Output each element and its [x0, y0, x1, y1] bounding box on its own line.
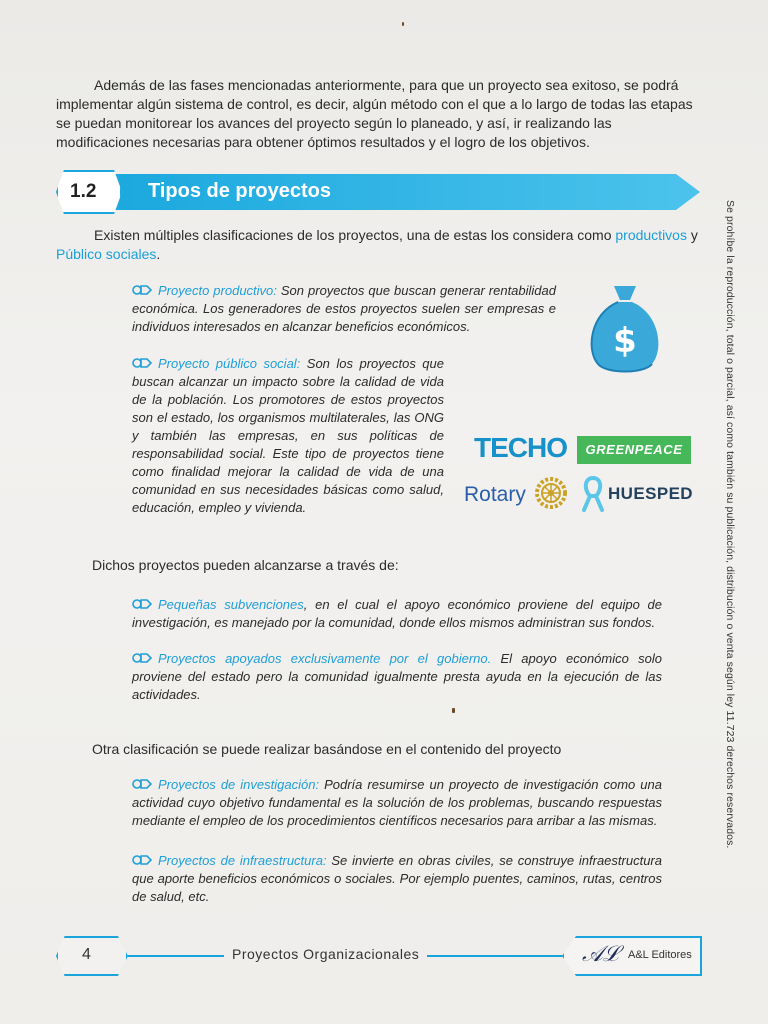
paper-speck [452, 708, 455, 713]
item-term: Proyecto público social: [158, 356, 301, 371]
footer-title: Proyectos Organizacionales [224, 946, 427, 962]
item-term: Proyecto productivo: [158, 283, 277, 298]
bullet-icon [132, 284, 152, 296]
list-item [132, 355, 444, 517]
list-item [132, 776, 662, 830]
publisher-logo-mark: 𝒜ℒ [582, 942, 619, 967]
list-item [132, 650, 662, 704]
page-number: 4 [82, 946, 91, 963]
list-item [132, 596, 662, 632]
paper-speck [402, 22, 404, 26]
other-classification-text: Otra clasificación se puede realizar basándose en el contenido del proyecto [92, 741, 562, 757]
publisher-name: A&L Editores [628, 949, 692, 961]
item-text: Podría resumirse un proyecto de investigación como una actividad cuyo objetivo fundamental es la solución de los problemas, buscando respuestas mediante el empleo de los procedimientos científicos necesarios para arribar a las mismas. [132, 777, 662, 828]
classification-intro [56, 226, 706, 264]
svg-text:$: $ [613, 321, 637, 361]
section-header [56, 170, 692, 214]
list-item [132, 282, 556, 336]
item-term: Proyectos de infraestructura: [158, 853, 327, 868]
page-number-badge [56, 936, 128, 976]
item-text: Se invierte en obras civiles, se construye infraestructura que aporte beneficios económicos o sociales. Por ejemplo puentes, caminos, rutas, centros de salud, etc. [132, 853, 662, 904]
ngo-logos [460, 424, 695, 524]
rotary-logo: Rotary [464, 483, 526, 506]
techo-logo: TECHO [474, 432, 567, 463]
term-publico-sociales: Público sociales [56, 246, 157, 262]
rotary-wheel-icon [534, 476, 568, 510]
item-term: Proyectos apoyados exclusivamente por el gobierno. [158, 651, 492, 666]
intro-paragraph: Además de las fases mencionadas anteriormente, para que un proyecto sea exitoso, se podrá implementar algún sistema de control, es decir, algún método con el que a lo largo de todas las etapas se puedan monitorear los avances del proyecto según lo planeado, y así, ir realizando las modificaciones necesarias para obtener óptimos resultados y el logro de los objetivos. [56, 77, 693, 150]
greenpeace-logo: GREENPEACE [577, 436, 691, 464]
ribbon-icon [582, 476, 604, 512]
section-title: Tipos de proyectos [148, 180, 332, 202]
legal-notice: Se prohíbe la reproducción, total o parcial, así como también su publicación, distribución o venta según ley 11.723 derechos reservados. [724, 200, 736, 849]
item-text: Son proyectos que buscan generar rentabilidad económica. Los generadores de estos proyectos suelen ser empresas e individuos interesados en alcanzar beneficios económicos. [132, 283, 556, 334]
page-footer [56, 936, 706, 976]
money-bag-icon [584, 280, 666, 376]
item-text: , en el cual el apoyo económico proviene del equipo de investigación, es manejado por la comunidad, donde ellos mismos administran sus fondos. [132, 597, 662, 630]
bullet-icon [132, 652, 152, 664]
classification-intro-middle: y [686, 227, 698, 243]
item-text: El apoyo económico solo proviene del estado pero la comunidad igualmente presta ayuda en la ejecución de las actividades. [132, 651, 662, 702]
classification-intro-text: Existen múltiples clasificaciones de los proyectos, una de estas los considera como [94, 227, 616, 243]
item-text: Son los proyectos que buscan alcanzar un impacto sobre la calidad de vida de la población. Los promotores de estos proyectos son el estado, los organismos multilaterales, las ONG y también las empresas, en sus políticas de responsabilidad social. Este tipo de proyectos tiene como finalidad mejorar la calidad de vida de una comunidad en sus necesidades básicas como salud, educación, empleo y vivienda. [132, 356, 444, 515]
through-text: Dichos proyectos pueden alcanzarse a través de: [92, 557, 399, 573]
term-productivos: productivos [615, 227, 687, 243]
classification-intro-end: . [156, 246, 161, 262]
bullet-icon [132, 854, 152, 866]
bullet-icon [132, 598, 152, 610]
bullet-icon [132, 357, 152, 369]
list-item [132, 852, 662, 906]
item-term: Pequeñas subvenciones [158, 597, 304, 612]
huesped-logo: HUESPED [608, 484, 693, 503]
item-term: Proyectos de investigación: [158, 777, 320, 792]
section-number: 1.2 [70, 181, 97, 202]
bullet-icon [132, 778, 152, 790]
